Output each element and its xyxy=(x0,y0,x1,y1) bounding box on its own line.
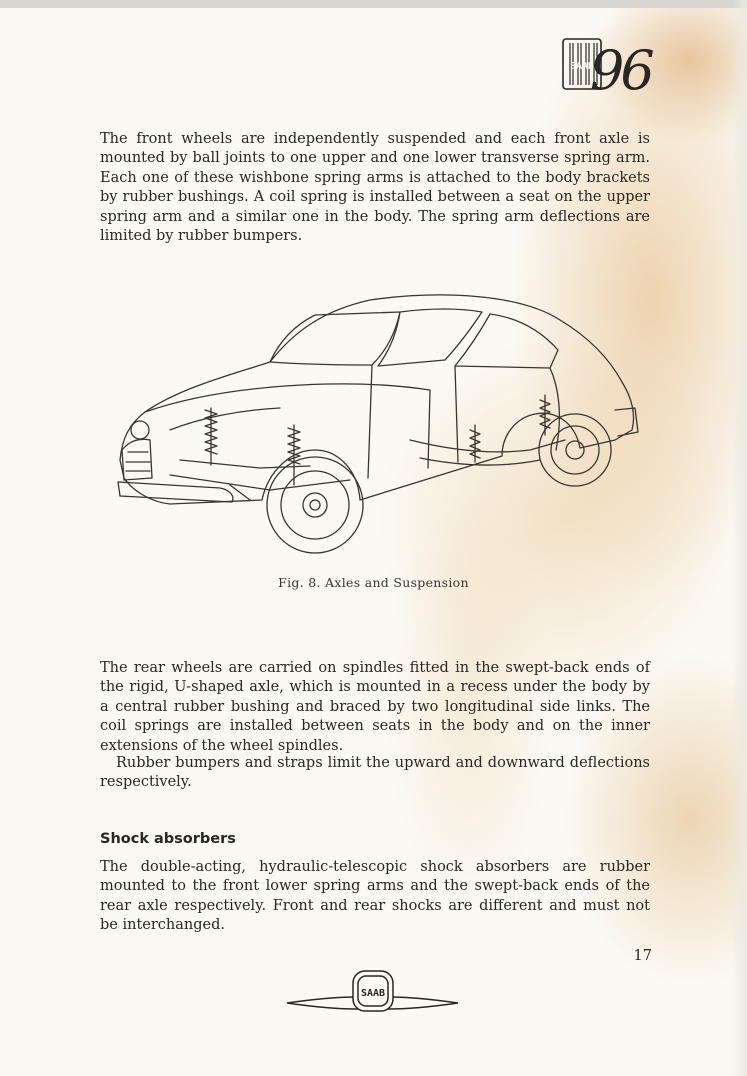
saab-96-logo xyxy=(560,30,655,105)
rear-u-axle xyxy=(410,440,565,465)
car-suspension-illustration xyxy=(110,290,645,560)
paragraph-rear-suspension: The rear wheels are carried on spindles fitted in the swept-back ends of the rigid, U-shaped axle, which is mounted in a recess under the body by a central rubber bushing and braced by two longitudinal side links. The coil springs are installed between seats in the body and on the inner extensions of the wheel spindles. xyxy=(100,660,650,754)
page-number: 17 xyxy=(633,948,652,964)
page-top-edge xyxy=(0,0,747,8)
figure-caption: Fig. 8. Axles and Suspension xyxy=(278,575,469,590)
saab-emblem-icon xyxy=(285,965,460,1015)
car-body-outline xyxy=(120,295,634,504)
car-grille xyxy=(122,439,152,480)
car-rear-window xyxy=(455,314,558,368)
section-heading-shock-absorbers: Shock absorbers xyxy=(100,831,236,847)
paragraph-front-suspension: The front wheels are independently suspended and each front axle is mounted by ball joints to one upper and one lower transverse spring arm. Each one of these wishbone spring arms is attached to the body brackets by rubber bushings. A coil spring is installed between a seat on the upper spring arm and a similar one in the body. The spring arm deflections are limited by rubber bumpers. xyxy=(100,131,650,245)
rear-wheel xyxy=(539,414,611,486)
car-windshield xyxy=(270,312,400,365)
paragraph-rubber-bumpers: Rubber bumpers and straps limit the upward and downward deflections respectively. xyxy=(100,755,650,791)
logo-model-number: 96 xyxy=(590,39,651,102)
paragraph-shock-absorbers: The double-acting, hydraulic-telescopic shock absorbers are rubber mounted to the front lower spring arms and the swept-back ends of the rear axle respectively. Front and rear shocks are different and must not be interchanged. xyxy=(100,859,650,934)
emblem-text: SAAB xyxy=(360,988,386,999)
front-wheel xyxy=(267,457,363,553)
page-right-edge xyxy=(731,0,747,1076)
logo-brand-text: SAAB xyxy=(569,61,595,72)
front-spring-arms xyxy=(170,460,350,500)
car-front-bumper xyxy=(118,482,233,502)
car-side-window xyxy=(378,309,482,366)
